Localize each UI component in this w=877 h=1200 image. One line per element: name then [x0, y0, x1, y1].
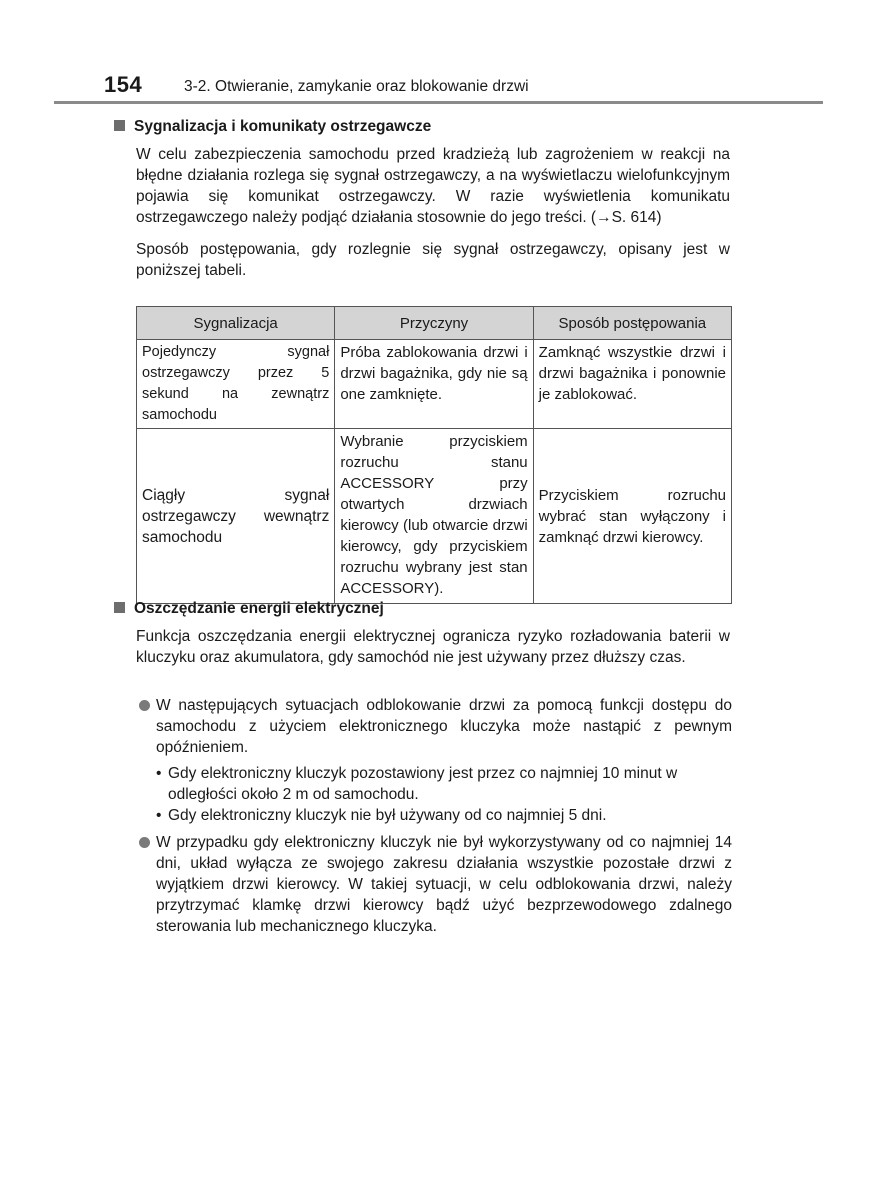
section-title: Sygnalizacja i komunikaty ostrzegawcze [134, 118, 432, 135]
page-number: 154 [104, 72, 143, 97]
warning-table [136, 306, 732, 604]
table-row [137, 340, 732, 429]
page-header [104, 70, 823, 102]
section-heading-warnings [114, 118, 431, 136]
list-item-text: W przypadku gdy elektroniczny kluczyk nie był wykorzystywany od co najmniej 14 dni, układ wyłącza ze swojego zakresu działania wszystkie pozostałe drzwi z wyjątkiem drzwi kierowcy. W takiej sytuacji, w celu odblokowania drzwi, należy przytrzymać klamkę drzwi kierowcy bądź użyć bezprzewodowego zdalnego sterowania lub mechanicznego kluczyka. [156, 834, 732, 935]
dot-bullet-icon: • [156, 807, 162, 824]
section2-body [136, 626, 730, 668]
list-item [136, 832, 732, 937]
table-row [137, 429, 732, 604]
section1-body [136, 144, 730, 281]
table-cell-cause: Próba zablokowania drzwi i drzwi bagażnika, gdy nie są one zamknięte. [335, 340, 533, 429]
table-cell-signal: Pojedynczy sygnał ostrzegawczy przez 5 sekund na zewnątrz samochodu [137, 340, 335, 429]
column-header: Sposób postępowania [533, 307, 731, 340]
table-cell-cause: Wybranie przyciskiem rozruchu stanu ACCESSORY przy otwartych drzwiach kierowcy (lub otwarcie drzwi kierowcy, gdy przyciskiem rozruchu wybrany jest stan ACCESSORY). [335, 429, 533, 604]
sub-list-item-text: Gdy elektroniczny kluczyk pozostawiony jest przez co najmniej 10 minut w odległości około 2 m od samochodu. [168, 765, 678, 803]
section-heading-energy [114, 600, 384, 618]
table-cell-action: Przyciskiem rozruchu wybrać stan wyłączony i zamknąć drzwi kierowcy. [533, 429, 731, 604]
paragraph: Funkcja oszczędzania energii elektrycznej ogranicza ryzyko rozładowania baterii w kluczyku oraz akumulatora, gdy samochód nie jest używany przez dłuższy czas. [136, 628, 730, 666]
column-header: Sygnalizacja [137, 307, 335, 340]
section-title: Oszczędzanie energii elektrycznej [134, 600, 384, 617]
list-item [136, 695, 732, 758]
circle-bullet-icon [139, 700, 150, 711]
paragraph: Sposób postępowania, gdy rozlegnie się sygnał ostrzegawczy, opisany jest w poniższej tabeli. [136, 241, 730, 279]
column-header: Przyczyny [335, 307, 533, 340]
sub-list-item [156, 763, 732, 805]
sub-list-item [156, 805, 732, 826]
circle-bullet-icon [139, 837, 150, 848]
header-rule [54, 101, 823, 104]
chapter-title: 3-2. Otwieranie, zamykanie oraz blokowanie drzwi [184, 78, 529, 95]
square-bullet-icon [114, 602, 125, 613]
square-bullet-icon [114, 120, 125, 131]
dot-bullet-icon: • [156, 765, 162, 782]
list-item-text: W następujących sytuacjach odblokowanie drzwi za pomocą funkcji dostępu do samochodu z użyciem elektronicznego kluczyka może nastąpić z pewnym opóźnieniem. [156, 697, 732, 756]
sub-list-item-text: Gdy elektroniczny kluczyk nie był używany od co najmniej 5 dni. [168, 807, 607, 824]
table-header-row [137, 307, 732, 340]
paragraph: W celu zabezpieczenia samochodu przed kradzieżą lub zagrożeniem w reakcji na błędne działania rozlega się sygnał ostrzegawczy, a na wyświetlaczu wielofunkcyjnym pojawia się komunikat ostrzegawczy. W razie wyświetlenia komunikatu ostrzegawczego należy podjąć działania stosownie do jego treści. (→S. 614) [136, 146, 730, 226]
table-cell-action: Zamknąć wszystkie drzwi i drzwi bagażnika i ponownie je zablokować. [533, 340, 731, 429]
table-cell-signal: Ciągły sygnał ostrzegawczy wewnątrz samochodu [137, 429, 335, 604]
